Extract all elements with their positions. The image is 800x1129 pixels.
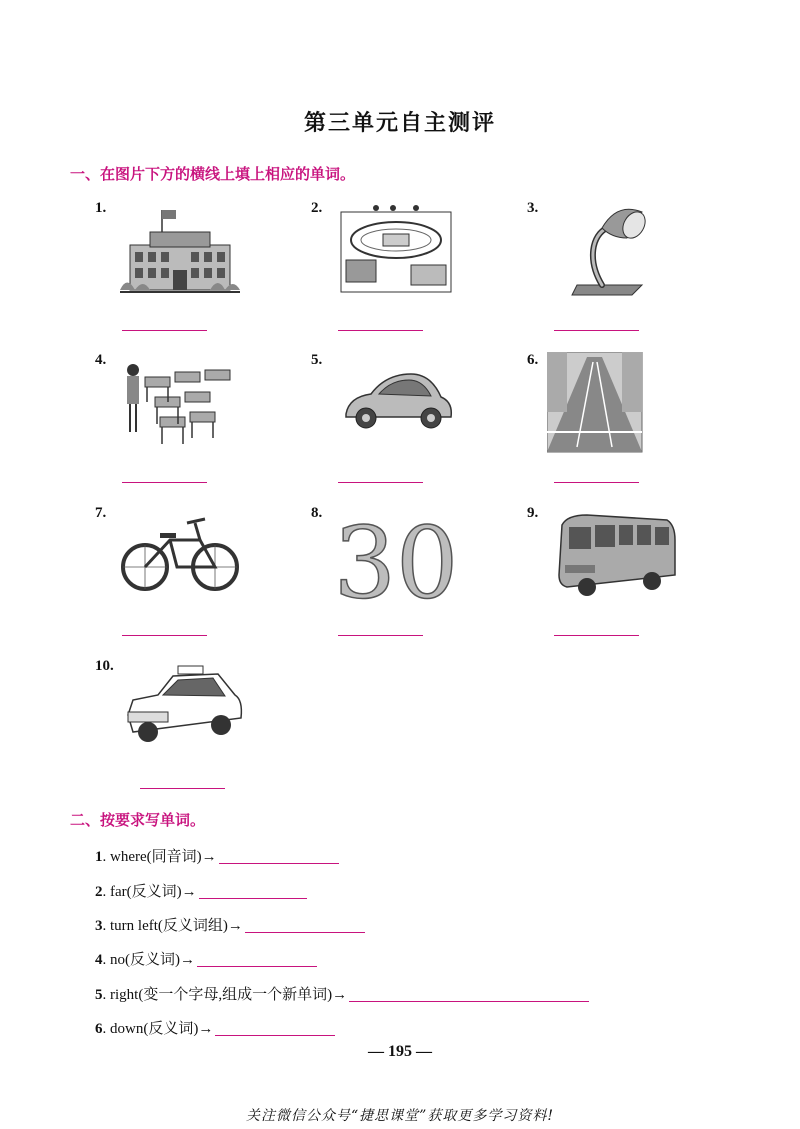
- picture-item-3: [527, 200, 727, 350]
- section-one-heading: 一、在图片下方的横线上填上相应的单词。: [70, 165, 356, 183]
- answer-line[interactable]: [122, 330, 207, 331]
- answer-line[interactable]: [554, 482, 639, 483]
- answer-line[interactable]: [215, 1035, 335, 1036]
- question-5: [95, 983, 589, 1004]
- question-6: [95, 1017, 335, 1038]
- answer-line[interactable]: [554, 330, 639, 331]
- picture-item-10: [95, 658, 295, 808]
- item-number: 8.: [311, 505, 323, 521]
- road-icon: [547, 352, 677, 457]
- picture-item-4: [95, 352, 295, 502]
- item-number: 2.: [311, 200, 323, 216]
- bus-icon: [547, 505, 677, 610]
- classroom-icon: [115, 352, 245, 457]
- page-number: — 195 —: [368, 1043, 432, 1060]
- answer-line[interactable]: [338, 482, 423, 483]
- school-building-icon: [115, 200, 245, 305]
- footer-note: 关注微信公众号“捷思课堂”获取更多学习资料!: [246, 1108, 554, 1124]
- picture-item-5: [311, 352, 511, 502]
- item-number: 10.: [95, 658, 114, 674]
- picture-item-6: [527, 352, 727, 502]
- section-two-heading: 二、按要求写单词。: [70, 811, 206, 829]
- question-4: [95, 948, 317, 969]
- answer-line[interactable]: [245, 932, 365, 933]
- number-thirty-text: 30: [333, 507, 459, 610]
- question-text: . no(反义词)→: [102, 952, 195, 968]
- item-number: 7.: [95, 505, 107, 521]
- question-1: [95, 845, 339, 866]
- playground-icon: [331, 200, 461, 305]
- question-3: [95, 914, 365, 935]
- answer-line[interactable]: [554, 635, 639, 636]
- item-number: 4.: [95, 352, 107, 368]
- item-number: 1.: [95, 200, 107, 216]
- question-number: 4: [95, 952, 103, 968]
- number-thirty-icon: [331, 505, 461, 610]
- car-icon: [331, 352, 461, 457]
- question-number: 6: [95, 1021, 103, 1037]
- answer-line[interactable]: [219, 863, 339, 864]
- item-number: 6.: [527, 352, 539, 368]
- question-number: 1: [95, 849, 103, 865]
- question-text: . far(反义词)→: [102, 884, 197, 900]
- page-title: 第三单元自主测评: [303, 111, 496, 136]
- answer-line[interactable]: [349, 1001, 589, 1002]
- question-number: 3: [95, 918, 103, 934]
- picture-item-8: [311, 505, 511, 655]
- answer-line[interactable]: [338, 635, 423, 636]
- question-2: [95, 880, 307, 901]
- picture-item-1: [95, 200, 295, 350]
- question-text: . down(反义词)→: [102, 1021, 214, 1037]
- question-text: . right(变一个字母,组成一个新单词)→: [102, 987, 348, 1003]
- answer-line[interactable]: [338, 330, 423, 331]
- answer-line[interactable]: [199, 898, 307, 899]
- answer-line[interactable]: [122, 482, 207, 483]
- item-number: 9.: [527, 505, 539, 521]
- item-number: 3.: [527, 200, 539, 216]
- picture-item-2: [311, 200, 511, 350]
- question-number: 2: [95, 884, 103, 900]
- bicycle-icon: [115, 505, 245, 610]
- question-text: . turn left(反义词组)→: [102, 918, 243, 934]
- answer-line[interactable]: [122, 635, 207, 636]
- answer-line[interactable]: [140, 788, 225, 789]
- question-number: 5: [95, 987, 103, 1003]
- picture-item-9: [527, 505, 727, 655]
- item-number: 5.: [311, 352, 323, 368]
- taxi-icon: [123, 660, 253, 765]
- answer-line[interactable]: [197, 966, 317, 967]
- desk-lamp-icon: [547, 200, 677, 305]
- question-text: . where(同音词)→: [102, 849, 217, 865]
- picture-item-7: [95, 505, 295, 655]
